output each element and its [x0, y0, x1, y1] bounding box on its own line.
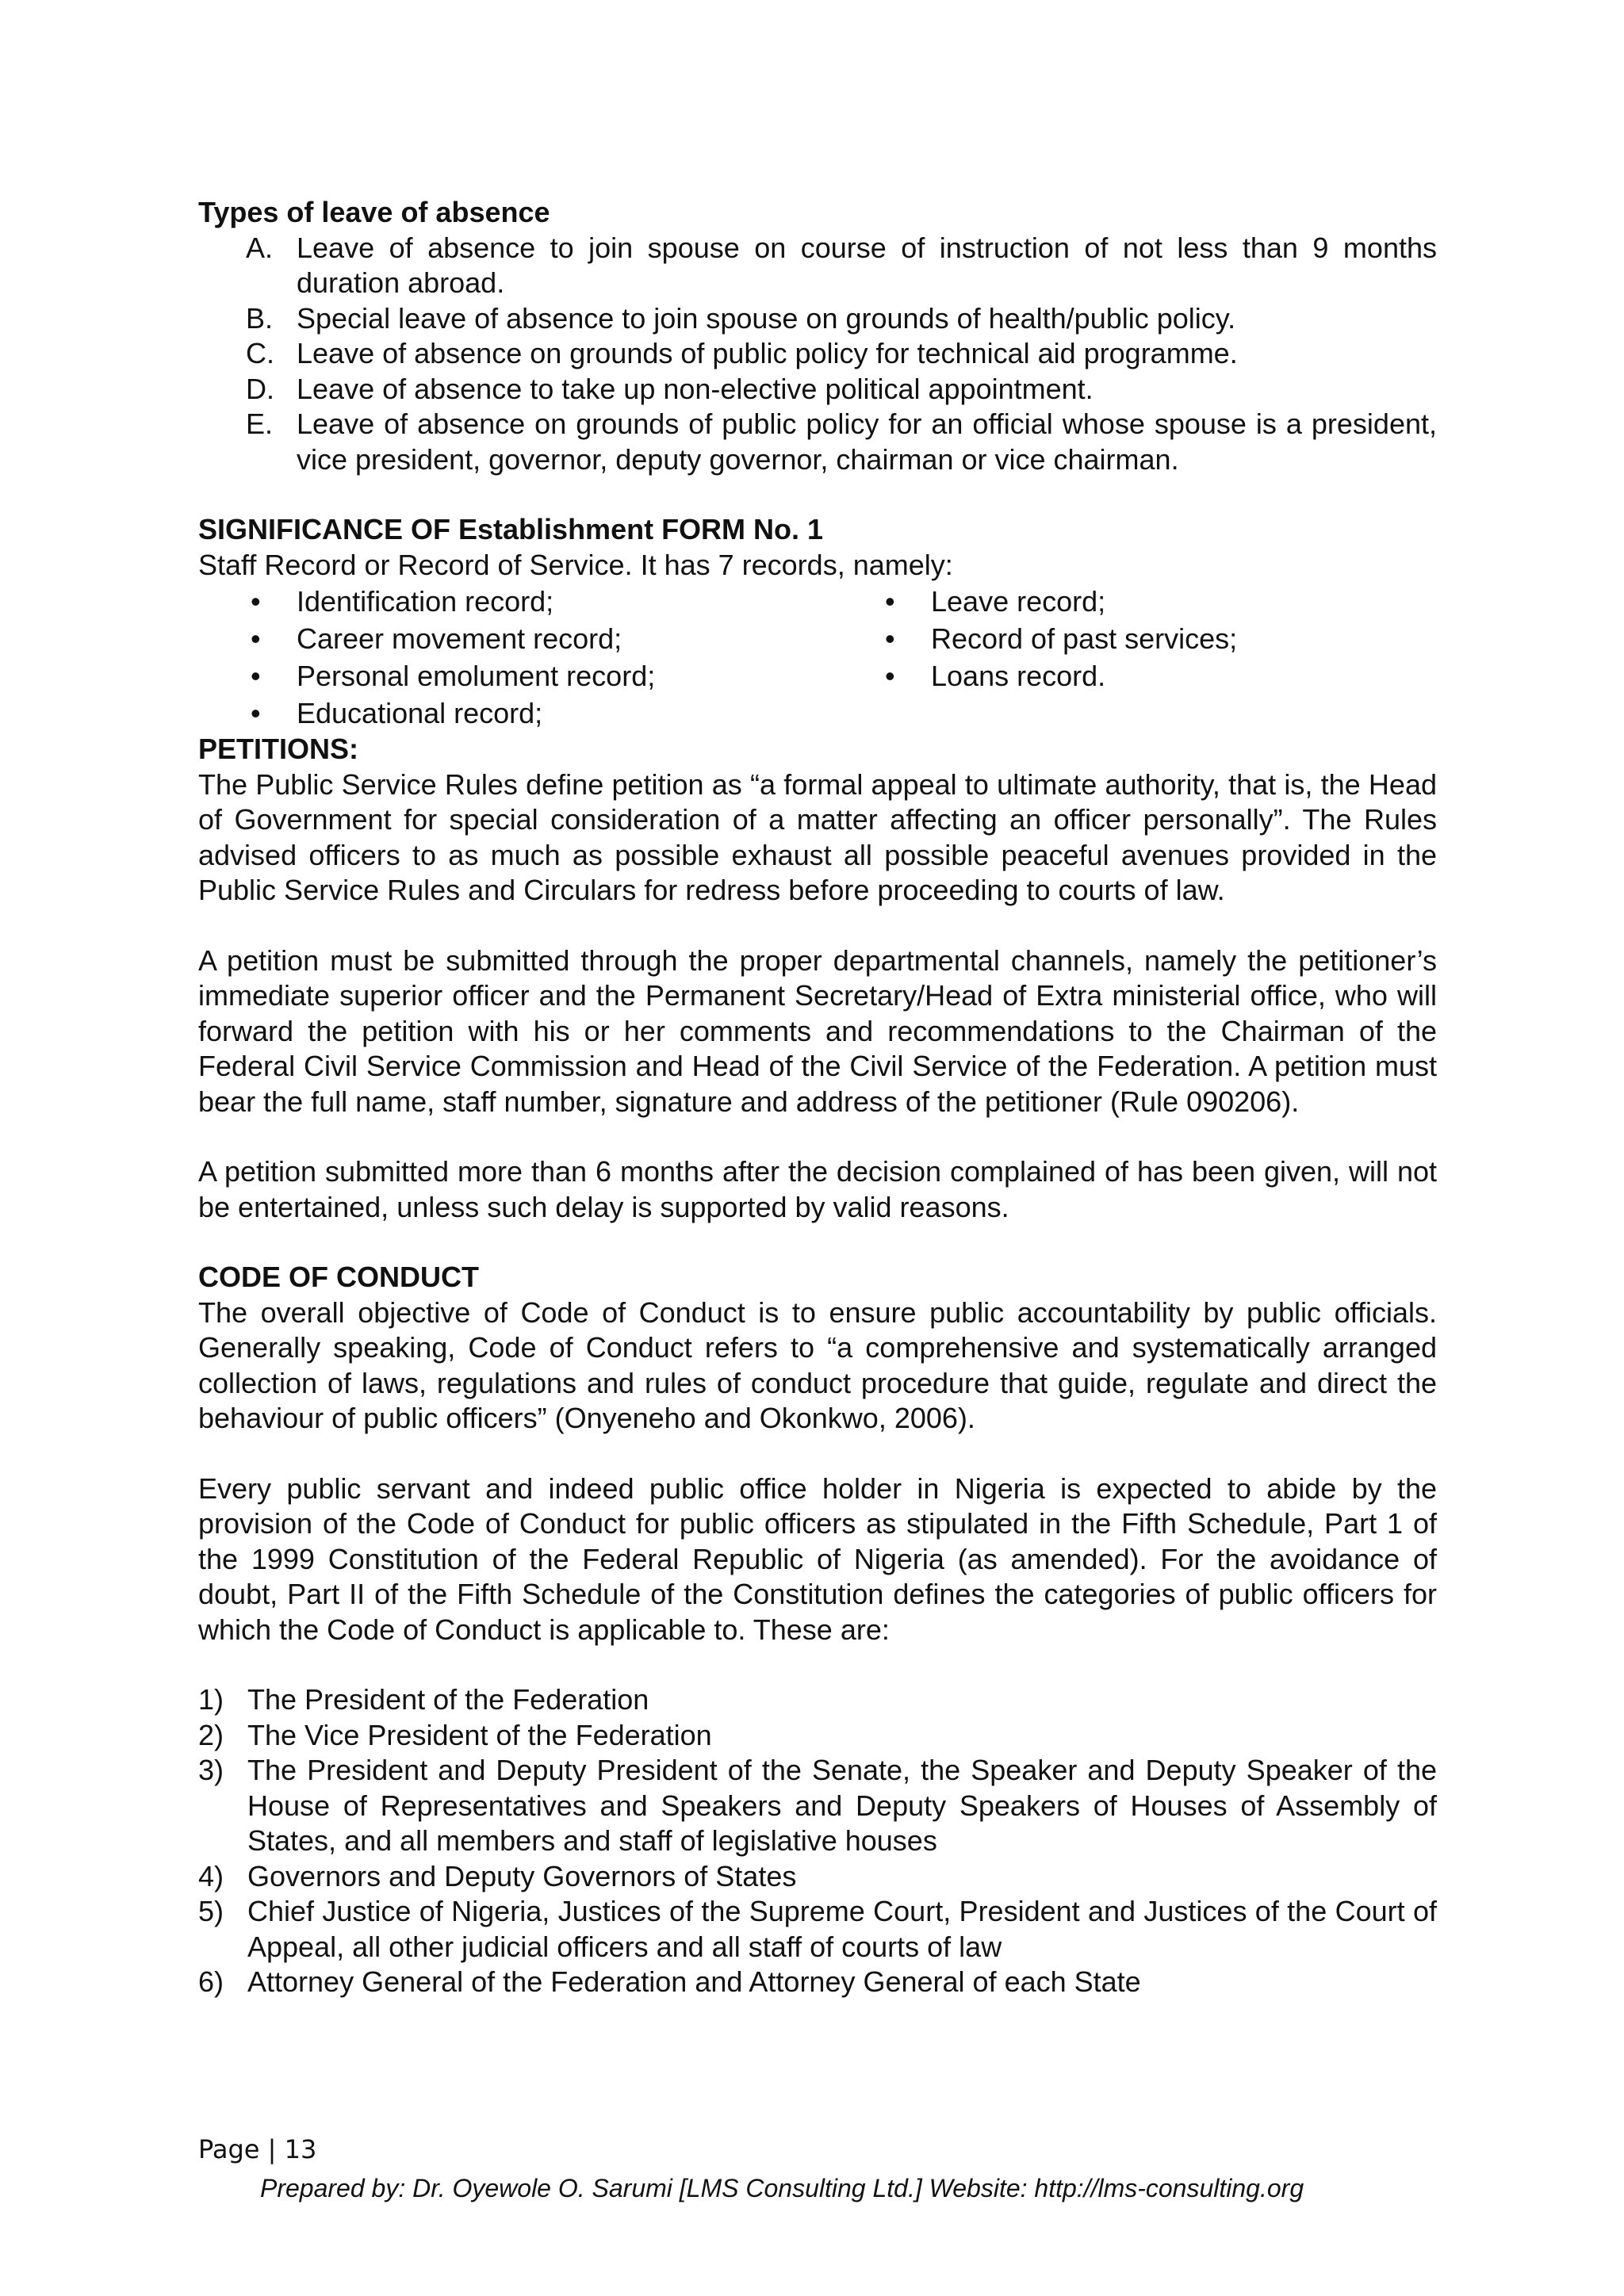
- petitions-heading: PETITIONS:: [198, 733, 359, 765]
- bullet-icon: •: [885, 585, 895, 618]
- bullet-icon: •: [251, 660, 261, 692]
- list-item-text: Leave of absence on grounds of public policy for technical aid programme.: [297, 337, 1238, 369]
- bullet-icon: •: [251, 585, 261, 618]
- list-item: [198, 372, 1437, 408]
- list-marker: 1): [198, 1683, 224, 1716]
- petitions-paragraph-2: A petition must be submitted through the proper departmental channels, namely the petitioner’s immediate superior officer and the Permanent Secretary/Head of Extra ministerial office, who will forward the petition with his or her comments and recommendations to the Chairman of the Federal Civil Service Commission and Head of the Civil Service of the Federation. A petition must bear the full name, staff number, signature and address of the petitioner (Rule 090206).: [198, 943, 1437, 1118]
- list-item: [198, 336, 1437, 372]
- list-item: [198, 1965, 1437, 2000]
- petitions-paragraph-3: A petition submitted more than 6 months after the decision complained of has been given, will not be entertained, unless such delay is supported by valid reasons.: [198, 1155, 1437, 1223]
- leave-types-list: [198, 231, 1437, 478]
- list-item-text: The Vice President of the Federation: [247, 1718, 712, 1751]
- list-item: [198, 407, 1437, 477]
- list-item: [198, 1859, 1437, 1895]
- list-item-text: The President and Deputy President of the Senate, the Speaker and Deputy Speaker of the House of Representatives and Speakers and Deputy Speakers of Houses of Assembly of States, and all members and staff of legislative houses: [247, 1754, 1437, 1857]
- list-item: • Leave record;: [833, 583, 1388, 620]
- bullet-icon: •: [251, 622, 261, 655]
- code-paragraph-2: Every public servant and indeed public office holder in Nigeria is expected to abide by the provision of the Code of Conduct for public officers as stipulated in the Fifth Schedule, Part 1 of the 1999 Constitution of the Federal Republic of Nigeria (as amended). For the avoidance of doubt, Part II of the Fifth Schedule of the Constitution defines the categories of public officers for which the Code of Conduct is applicable to. These are:: [198, 1471, 1437, 1646]
- list-marker: 3): [198, 1754, 224, 1786]
- form-heading: SIGNIFICANCE OF Establishment FORM No. 1: [198, 513, 824, 545]
- bullet-icon: •: [251, 697, 261, 729]
- list-marker: 6): [198, 1965, 224, 1998]
- list-marker: 5): [198, 1895, 224, 1927]
- form-intro: Staff Record or Record of Service. It has 7 records, namely:: [198, 548, 953, 581]
- list-item-text: Chief Justice of Nigeria, Justices of the Supreme Court, President and Justices of the Court of Appeal, all other judicial officers and all staff of courts of law: [247, 1895, 1437, 1963]
- list-item: [198, 1682, 1437, 1718]
- code-heading: CODE OF CONDUCT: [198, 1261, 479, 1293]
- list-marker: B.: [246, 301, 274, 335]
- leave-heading: Types of leave of absence: [198, 196, 550, 228]
- list-item: • Loans record.: [833, 657, 1388, 695]
- records-list-right: [833, 583, 1388, 732]
- list-item: • Personal emolument record;: [198, 657, 833, 695]
- list-item-text: Leave of absence to join spouse on course of instruction of not less than 9 months duration abroad.: [297, 231, 1437, 299]
- list-marker: A.: [246, 231, 274, 264]
- petitions-paragraph-1: The Public Service Rules define petition as “a formal appeal to ultimate authority, that is, the Head of Government for special consideration of a matter affecting an officer personally”. The Rules advised officers to as much as possible exhaust all possible peaceful avenues provided in the Public Service Rules and Circulars for redress before proceeding to courts of law.: [198, 767, 1437, 906]
- list-item: [198, 231, 1437, 301]
- list-item: • Career movement record;: [198, 620, 833, 657]
- list-item-text: Special leave of absence to join spouse on grounds of health/public policy.: [297, 301, 1236, 335]
- list-item-text: Governors and Deputy Governors of States: [247, 1859, 797, 1892]
- bullet-icon: •: [885, 660, 895, 692]
- list-marker: 4): [198, 1859, 224, 1892]
- bullet-icon: •: [885, 622, 895, 655]
- list-marker: D.: [246, 372, 274, 405]
- list-item-text: Attorney General of the Federation and Attorney General of each State: [247, 1965, 1141, 1998]
- list-item-text: Leave of absence on grounds of public policy for an official whose spouse is a president, vice president, governor, deputy governor, chairman or vice chairman.: [297, 408, 1437, 476]
- list-item: [198, 1753, 1437, 1859]
- list-marker: C.: [246, 337, 274, 369]
- list-item: • Educational record;: [198, 695, 833, 732]
- code-paragraph-1: The overall objective of Code of Conduct is to ensure public accountability by public officials. Generally speaking, Code of Conduct refers to “a comprehensive and systematically arranged collection of laws, regulations and rules of conduct procedure that guide, regulate and direct the behaviour of public officers” (Onyeneho and Okonkwo, 2006).: [198, 1295, 1437, 1434]
- list-item: • Identification record;: [198, 583, 833, 620]
- officers-list: [198, 1682, 1437, 2000]
- list-marker: E.: [246, 408, 274, 440]
- list-marker: 2): [198, 1718, 224, 1751]
- prepared-by-footer: Prepared by: Dr. Oyewole O. Sarumi [LMS Consulting Ltd.] Website: http://lms-consulting.org: [260, 2174, 1304, 2202]
- list-item: • Record of past services;: [833, 620, 1388, 657]
- list-item: [198, 1894, 1437, 1965]
- page-number: Page | 13: [198, 2134, 317, 2164]
- list-item: [198, 1718, 1437, 1754]
- records-list-left: [198, 583, 833, 732]
- list-item-text: The President of the Federation: [247, 1683, 649, 1716]
- document-page: [198, 195, 1437, 2000]
- records-columns: [198, 583, 1437, 732]
- list-item: [198, 301, 1437, 337]
- list-item-text: Leave of absence to take up non-elective political appointment.: [297, 372, 1094, 405]
